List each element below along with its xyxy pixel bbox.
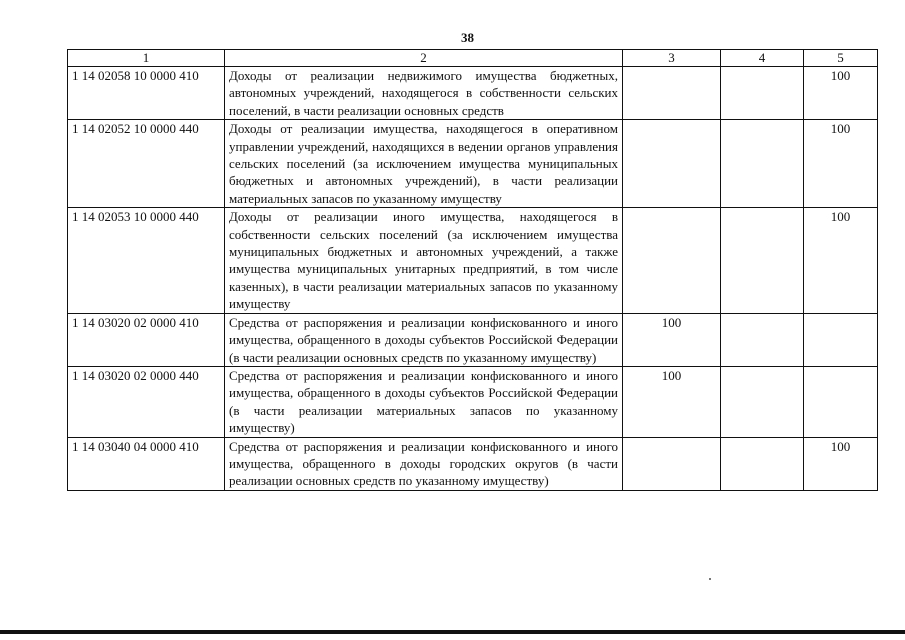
table-row bbox=[68, 208, 878, 313]
table-row bbox=[68, 437, 878, 490]
income-code: 1 14 03020 02 0000 410 bbox=[68, 313, 225, 366]
page-number: 38 bbox=[461, 30, 474, 45]
income-description: Доходы от реализации имущества, находящегося в оперативном управлении учреждений, находящихся в ведении органов управления сельских поселений (за исключением имущества муниципальных бюджетных и автономных учреждений), в части реализации материальных запасов по указанному имуществу bbox=[225, 120, 623, 208]
value-col4 bbox=[721, 313, 804, 366]
value-col4 bbox=[721, 208, 804, 313]
column-header-1: 1 bbox=[68, 50, 225, 67]
value-col5: 100 bbox=[804, 120, 878, 208]
income-description: Доходы от реализации недвижимого имущества бюджетных, автономных учреждений, находящегося в собственности сельских поселений, в части реализации основных средств bbox=[225, 67, 623, 120]
value-col3 bbox=[623, 437, 721, 490]
table-row bbox=[68, 366, 878, 437]
income-code: 1 14 03020 02 0000 440 bbox=[68, 366, 225, 437]
value-col5: 100 bbox=[804, 437, 878, 490]
income-description: Средства от распоряжения и реализации конфискованного и иного имущества, обращенного в доходы городских округов (в части реализации основных средств по указанному имуществу) bbox=[225, 437, 623, 490]
value-col4 bbox=[721, 120, 804, 208]
income-description: Средства от распоряжения и реализации конфискованного и иного имущества, обращенного в доходы субъектов Российской Федерации (в части реализации материальных запасов по указанному имуществу) bbox=[225, 366, 623, 437]
value-col3: 100 bbox=[623, 313, 721, 366]
scan-speck bbox=[709, 578, 711, 580]
income-code: 1 14 03040 04 0000 410 bbox=[68, 437, 225, 490]
income-code: 1 14 02058 10 0000 410 bbox=[68, 67, 225, 120]
income-description: Средства от распоряжения и реализации конфискованного и иного имущества, обращенного в доходы субъектов Российской Федерации (в части реализации основных средств по указанному имуществу) bbox=[225, 313, 623, 366]
table-row bbox=[68, 67, 878, 120]
value-col5: 100 bbox=[804, 208, 878, 313]
column-header-2: 2 bbox=[225, 50, 623, 67]
column-header-5: 5 bbox=[804, 50, 878, 67]
table-row bbox=[68, 120, 878, 208]
value-col5 bbox=[804, 313, 878, 366]
income-classification-table bbox=[67, 49, 878, 491]
value-col4 bbox=[721, 437, 804, 490]
table-row bbox=[68, 313, 878, 366]
income-description: Доходы от реализации иного имущества, находящегося в собственности сельских поселений (за исключением имущества муниципальных бюджетных и автономных учреждений, а также имущества муниципальных унитарных предприятий, в том числе казенных), в части реализации материальных запасов по указанному имуществу bbox=[225, 208, 623, 313]
value-col5 bbox=[804, 366, 878, 437]
income-code: 1 14 02053 10 0000 440 bbox=[68, 208, 225, 313]
column-header-3: 3 bbox=[623, 50, 721, 67]
column-header-4: 4 bbox=[721, 50, 804, 67]
value-col5: 100 bbox=[804, 67, 878, 120]
column-number-row bbox=[68, 50, 878, 67]
value-col3 bbox=[623, 120, 721, 208]
value-col3 bbox=[623, 208, 721, 313]
value-col3 bbox=[623, 67, 721, 120]
value-col3: 100 bbox=[623, 366, 721, 437]
scan-bottom-edge bbox=[0, 630, 905, 634]
value-col4 bbox=[721, 366, 804, 437]
value-col4 bbox=[721, 67, 804, 120]
income-code: 1 14 02052 10 0000 440 bbox=[68, 120, 225, 208]
